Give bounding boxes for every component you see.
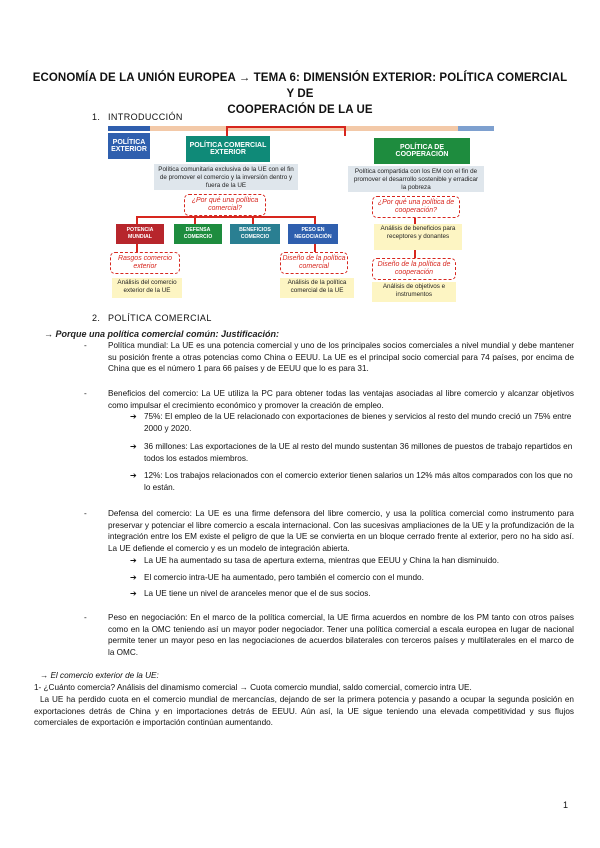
sub-item-text: 75%: El empleo de la UE relacionado con exportaciones de bienes y servicios al resto del mundo creció un 75% entre 2000 y 2020. <box>144 412 572 433</box>
rasgos-comercio-exterior: Rasgos comercio exterior <box>110 252 180 274</box>
title-line-2: COOPERACIÓN DE LA UE <box>227 104 373 116</box>
sub-peso-negociacion: PESO EN NEGOCIACIÓN <box>288 224 338 244</box>
comercio-exterior-q1: 1- ¿Cuánto comercia? Análisis del dinamismo comercial → Cuota comercio mundial, saldo comercial, comercio intra UE. <box>34 683 472 692</box>
analisis-comercio-exterior: Análisis del comercio exterior de la UE <box>112 278 182 298</box>
page-number: 1 <box>562 800 568 810</box>
bullet-dash: - <box>84 341 87 350</box>
connector-sub4 <box>314 216 316 224</box>
top-bar-lightblue <box>458 126 494 131</box>
list-item-peso <box>84 612 574 658</box>
sub-item-75 <box>130 411 574 434</box>
intro-diagram <box>108 124 494 306</box>
analisis-politica-comercial: Análisis de la política comercial de la UE <box>280 278 354 298</box>
sub-item-text: La UE ha aumentado su tasa de apertura externa, mientras que EEUU y China la han disminuido. <box>144 556 499 565</box>
politica-cooperacion-box: POLÍTICA DE COOPERACIÓN <box>374 138 470 164</box>
bullet-dash: - <box>84 509 87 518</box>
analisis-objetivos: Análisis de objetivos e instrumentos <box>372 282 456 302</box>
item-text: Política mundial: La UE es una potencia comercial y uno de los principales socios comerciales a nivel mundial y debe mantener su posición frente a otras potencias como China o EEUU. La UE es el principal socio comercial para 74 países, por encima de China que es el número 1 para 66 países y de EEUU que lo es para 31. <box>108 341 574 373</box>
connector-down-right <box>344 126 346 136</box>
arrow-icon: ➔ <box>130 556 137 565</box>
arrow-icon: ➔ <box>130 442 137 451</box>
section-label: POLÍTICA COMERCIAL <box>108 313 212 323</box>
connector-subs <box>136 216 316 218</box>
list-item-politica-mundial <box>84 340 574 375</box>
section-number: 2. <box>92 313 101 323</box>
sub-item-12 <box>130 470 574 493</box>
desc-comercial: Política comunitaria exclusiva de la UE con el fin de promover el comercio y la inversión dentro y fuera de la UE <box>154 164 298 190</box>
list-item-defensa <box>84 508 574 554</box>
analisis-beneficios: Análisis de beneficios para receptores y donantes <box>374 224 462 250</box>
diseno-politica-comercial: Diseño de la política comercial <box>280 252 348 274</box>
sub-item-intra-ue <box>130 572 574 584</box>
sub-item-aranceles <box>130 588 574 600</box>
connector-rasgos <box>136 244 138 252</box>
connector-down <box>226 126 228 136</box>
sub-beneficios-comercio: BENEFICIOS COMERCIO <box>230 224 280 244</box>
connector-top <box>226 126 344 128</box>
desc-cooperacion: Política compartida con los EM con el fin de promover el desarrollo sostenible y erradicar la pobreza <box>348 166 484 192</box>
comercio-exterior-paragraph: La UE ha perdido cuota en el comercio mundial de mercancías, dejando de ser la primera potencia y pasando a ocupar la segunda posición en exportaciones detrás de China y en importaciones detrás de EEUU. Aún así, la UE sigue teniendo una elevada competitividad y sus flujos comerciales de exportación e importación continúan aumentando. <box>34 695 574 727</box>
item-text: Beneficios del comercio: La UE utiliza la PC para obtener todas las ventajas asociadas al libre comercio y alcanzar objetivos como impulsar el crecimiento económico y promover la creación de empleo. <box>108 389 574 410</box>
question-comercial: ¿Por qué una política comercial? <box>184 194 266 216</box>
list-item-beneficios <box>84 388 574 411</box>
sub-item-text: La UE tiene un nivel de aranceles menor que el de sus socios. <box>144 589 371 598</box>
sub-potencia-mundial: POTENCIA MUNDIAL <box>116 224 164 244</box>
section-number: 1. <box>92 112 101 122</box>
bullet-dash: - <box>84 389 87 398</box>
connector-diseno-coop <box>414 250 416 258</box>
question-cooperacion: ¿Por qué una política de cooperación? <box>372 196 460 218</box>
arrow-icon: ➔ <box>130 471 137 480</box>
sub-item-text: 36 millones: Las exportaciones de la UE al resto del mundo sustentan 36 millones de puestos de trabajo repartidos en todos los estados miembros. <box>144 442 573 463</box>
politica-exterior-box: POLÍTICA EXTERIOR <box>108 133 150 159</box>
politica-comercial-box: POLÍTICA COMERCIAL EXTERIOR <box>186 136 270 162</box>
bullet-dash: - <box>84 613 87 622</box>
title-line-1: ECONOMÍA DE LA UNIÓN EUROPEA → TEMA 6: DIMENSIÓN EXTERIOR: POLÍTICA COMERCIAL Y DE <box>32 72 568 100</box>
item-text: Peso en negociación: En el marco de la política comercial, la UE firma acuerdos en nombre de los PM tanto con otros países como en la OMC teniendo así un mayor poder negociador. Tener una política comercial a escala europea en lugar de nacional permite tener un mayor peso en las negociaciones de acuerdos bilaterales con terceros países y multilaterales en el marco de la OMC. <box>108 613 574 657</box>
section-heading-politica <box>92 313 212 323</box>
top-bar-blue <box>108 126 150 131</box>
sub-item-apertura <box>130 555 574 567</box>
sub-item-text: 12%: Los trabajos relacionados con el comercio exterior tienen salarios un 12% más altos comparados con los que no lo están. <box>144 471 573 492</box>
arrow-icon: ➔ <box>130 573 137 582</box>
connector-sub2 <box>194 216 196 224</box>
document-title <box>30 70 570 118</box>
arrow-icon: ➔ <box>130 589 137 598</box>
connector-sub3 <box>252 216 254 224</box>
connector-diseno <box>314 244 316 252</box>
section-heading-intro <box>92 112 183 122</box>
item-text: Defensa del comercio: La UE es una firme defensora del libre comercio, y usa la política comercial como instrumento para preservar y potenciar el libre comercio a escala internacional. Con las sucesivas ampliaciones de la UE y la profundización de la integración entre los EM existe el peligro de que la UE se convierta en un bloque cerrado frente al exterior, pero no ha sido así. La UE defiende el comercio y es un modelo de integración abierta. <box>108 509 574 553</box>
sub-item-text: El comercio intra-UE ha aumentado, pero también el comercio con el mundo. <box>144 573 424 582</box>
sub-item-36m <box>130 441 574 464</box>
sub-defensa-comercio: DEFENSA COMERCIO <box>174 224 222 244</box>
section-label: INTRODUCCIÓN <box>108 112 183 122</box>
justificacion-heading: → Porque una política comercial común: Justificación: <box>44 329 280 339</box>
arrow-icon: ➔ <box>130 412 137 421</box>
connector-sub1 <box>136 216 138 224</box>
diseno-politica-cooperacion: Diseño de la política de cooperación <box>372 258 456 280</box>
comercio-exterior-heading: → El comercio exterior de la UE: <box>40 671 159 680</box>
